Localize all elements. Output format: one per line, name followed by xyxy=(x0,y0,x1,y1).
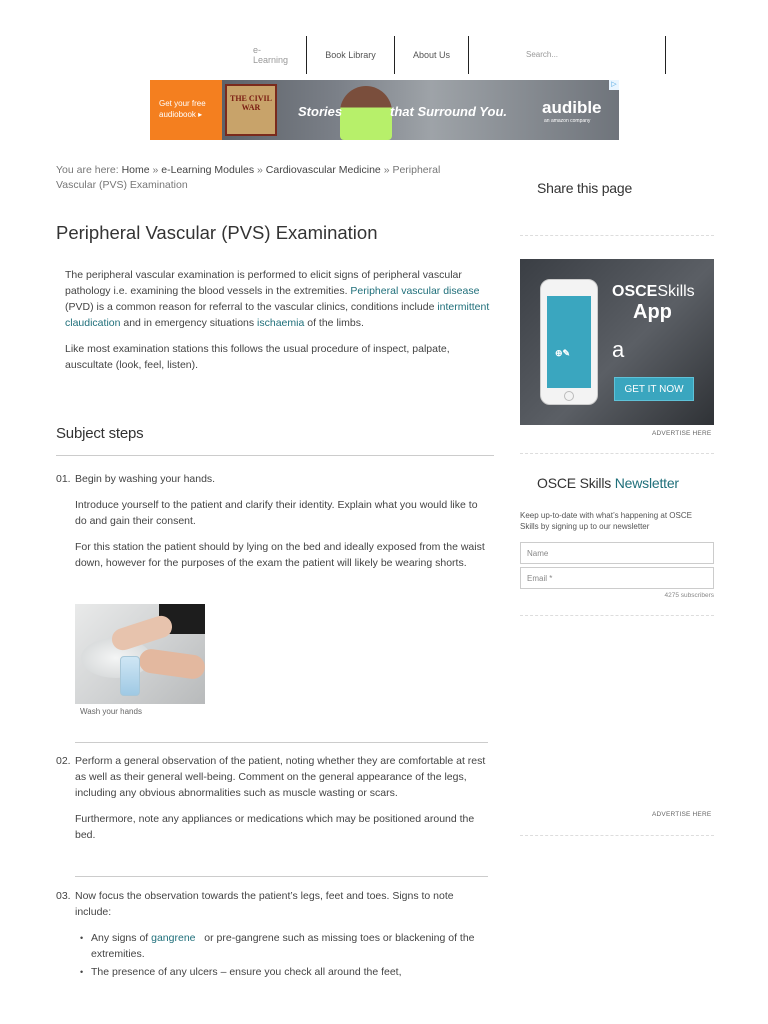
sanitizer-bottle-shape xyxy=(120,656,140,696)
step-number: 03. xyxy=(56,890,71,902)
step-03 xyxy=(56,888,492,982)
list-item: • The presence of any ulcers – ensure you check all around the feet, xyxy=(75,964,492,980)
nav-about-us[interactable]: About Us xyxy=(395,36,469,74)
advertise-here-link[interactable]: ADVERTISE HERE xyxy=(652,430,712,437)
wash-hands-image[interactable] xyxy=(75,604,205,704)
nav-book-library[interactable]: Book Library xyxy=(307,36,395,74)
step-paragraph: Now focus the observation towards the patient’s legs, feet and toes. Signs to note include: xyxy=(75,890,454,918)
logo-bold: OSCE xyxy=(612,283,658,300)
breadcrumb-elearning-modules[interactable]: e-Learning Modules xyxy=(161,164,255,176)
link-peripheral-vascular-disease[interactable]: Peripheral vascular disease xyxy=(350,285,480,297)
intro-text-1a: The peripheral vascular examination is performed to elicit signs of peripheral vascular pathology i.e. examining the blood vessels in the extremities. xyxy=(65,269,462,297)
step-02 xyxy=(56,753,492,853)
sidebar-divider xyxy=(520,235,714,236)
osce-skills-logo xyxy=(612,283,695,301)
banner-book-cover: THE CIVIL WAR xyxy=(225,84,277,136)
step-number: 01. xyxy=(56,473,71,485)
share-heading: Share this page xyxy=(537,180,633,196)
link-gangrene[interactable]: gangrene xyxy=(151,932,196,944)
app-title: App xyxy=(633,301,672,323)
step-01 xyxy=(56,471,492,581)
advertise-here-link[interactable]: ADVERTISE HERE xyxy=(652,811,712,818)
divider xyxy=(56,455,494,456)
intro-paragraph-2: Like most examination stations this follows the usual procedure of inspect, palpate, auscultate (look, feel, listen). xyxy=(65,343,450,371)
newsletter-heading-accent: Newsletter xyxy=(614,475,679,491)
search-input[interactable] xyxy=(526,50,646,59)
subscriber-count: 4275 subscribers xyxy=(664,592,714,599)
breadcrumb-separator: » xyxy=(383,164,390,176)
logo-light: Skills xyxy=(657,283,695,300)
intro-text-1d: of the limbs. xyxy=(307,317,364,329)
breadcrumb-home[interactable]: Home xyxy=(121,164,150,176)
hand-shape xyxy=(138,648,205,681)
audible-logo: audible xyxy=(542,98,602,117)
intro-paragraph-1 xyxy=(65,267,490,331)
newsletter-heading xyxy=(537,475,679,491)
banner-text-stories: Stories xyxy=(298,104,343,119)
banner-cta[interactable]: Get your free audiobook ▸ xyxy=(150,80,222,140)
top-nav xyxy=(245,36,469,74)
breadcrumb-cardiovascular[interactable]: Cardiovascular Medicine xyxy=(265,164,381,176)
intro-text xyxy=(65,267,490,383)
step-paragraph: Perform a general observation of the patient, noting whether they are comfortable at rest as well as their general well-being. Comment on the general appearance of the legs, including any obvious abnormalities such as muscle wasting or scars. xyxy=(75,755,486,799)
list-item-text: or pre-gangrene such as missing toes or blackening of the extremities. xyxy=(91,932,475,960)
step-paragraph: Begin by washing your hands. xyxy=(75,473,216,485)
audible-logo-sub: an amazon company xyxy=(544,118,591,124)
link-ischaemia[interactable]: ischaemia xyxy=(257,317,305,329)
store-icons: a xyxy=(612,337,631,362)
audible-banner-ad[interactable] xyxy=(150,80,619,140)
step-paragraph: Introduce yourself to the patient and clarify their identity. Explain what you would like to do and gain their consent. xyxy=(75,499,478,527)
list-item-text: Any signs of xyxy=(91,932,149,944)
breadcrumb-separator: » xyxy=(152,164,159,176)
osce-app-ad[interactable] xyxy=(520,259,714,425)
newsletter-description: Keep up-to-date with what’s happening at OSCE Skills by signing up to our newsletter xyxy=(520,511,692,531)
list-item xyxy=(75,930,492,962)
step-paragraph: For this station the patient should by lying on the bed and ideally exposed from the waist down, however for the purposes of the exam the patient will likely be wearing shorts. xyxy=(75,541,485,569)
link-intermittent-claudication[interactable]: intermittent claudication xyxy=(65,301,490,329)
sidebar-divider xyxy=(520,453,714,454)
sidebar-divider xyxy=(520,615,714,616)
adchoices-icon[interactable]: ▷ xyxy=(609,80,619,90)
step-number: 02. xyxy=(56,755,71,767)
image-caption: Wash your hands xyxy=(80,707,142,716)
phone-illustration xyxy=(540,279,598,405)
banner-person-image xyxy=(340,86,392,140)
nav-elearning[interactable]: e-Learning xyxy=(245,36,307,74)
step-paragraph: Furthermore, note any appliances or medications which may be positioned around the bed. xyxy=(75,813,475,841)
breadcrumb-separator: » xyxy=(257,164,263,176)
sidebar-divider xyxy=(520,835,714,836)
breadcrumb-prefix: You are here: xyxy=(56,164,119,176)
newsletter-heading-plain: OSCE Skills xyxy=(537,475,612,491)
banner-text-surround: that Surround You. xyxy=(390,104,507,119)
divider xyxy=(75,876,488,877)
breadcrumb xyxy=(56,163,476,193)
search-box xyxy=(470,36,666,74)
app-icons: ⊕✎ xyxy=(555,348,571,358)
get-it-now-button[interactable]: GET IT NOW xyxy=(614,377,694,401)
phone-screen xyxy=(547,296,591,388)
page-title: Peripheral Vascular (PVS) Examination xyxy=(56,222,378,243)
subject-steps-heading: Subject steps xyxy=(56,425,144,442)
phone-home-button xyxy=(564,391,574,401)
divider xyxy=(75,742,488,743)
intro-text-1b: (PVD) is a common reason for referral to the vascular clinics, conditions include xyxy=(65,301,435,313)
name-field[interactable] xyxy=(520,542,714,564)
intro-text-1c: and in emergency situations xyxy=(123,317,255,329)
email-field[interactable] xyxy=(520,567,714,589)
signs-list xyxy=(75,930,492,980)
breadcrumb-current: Peripheral Vascular (PVS) Examination xyxy=(56,164,441,191)
